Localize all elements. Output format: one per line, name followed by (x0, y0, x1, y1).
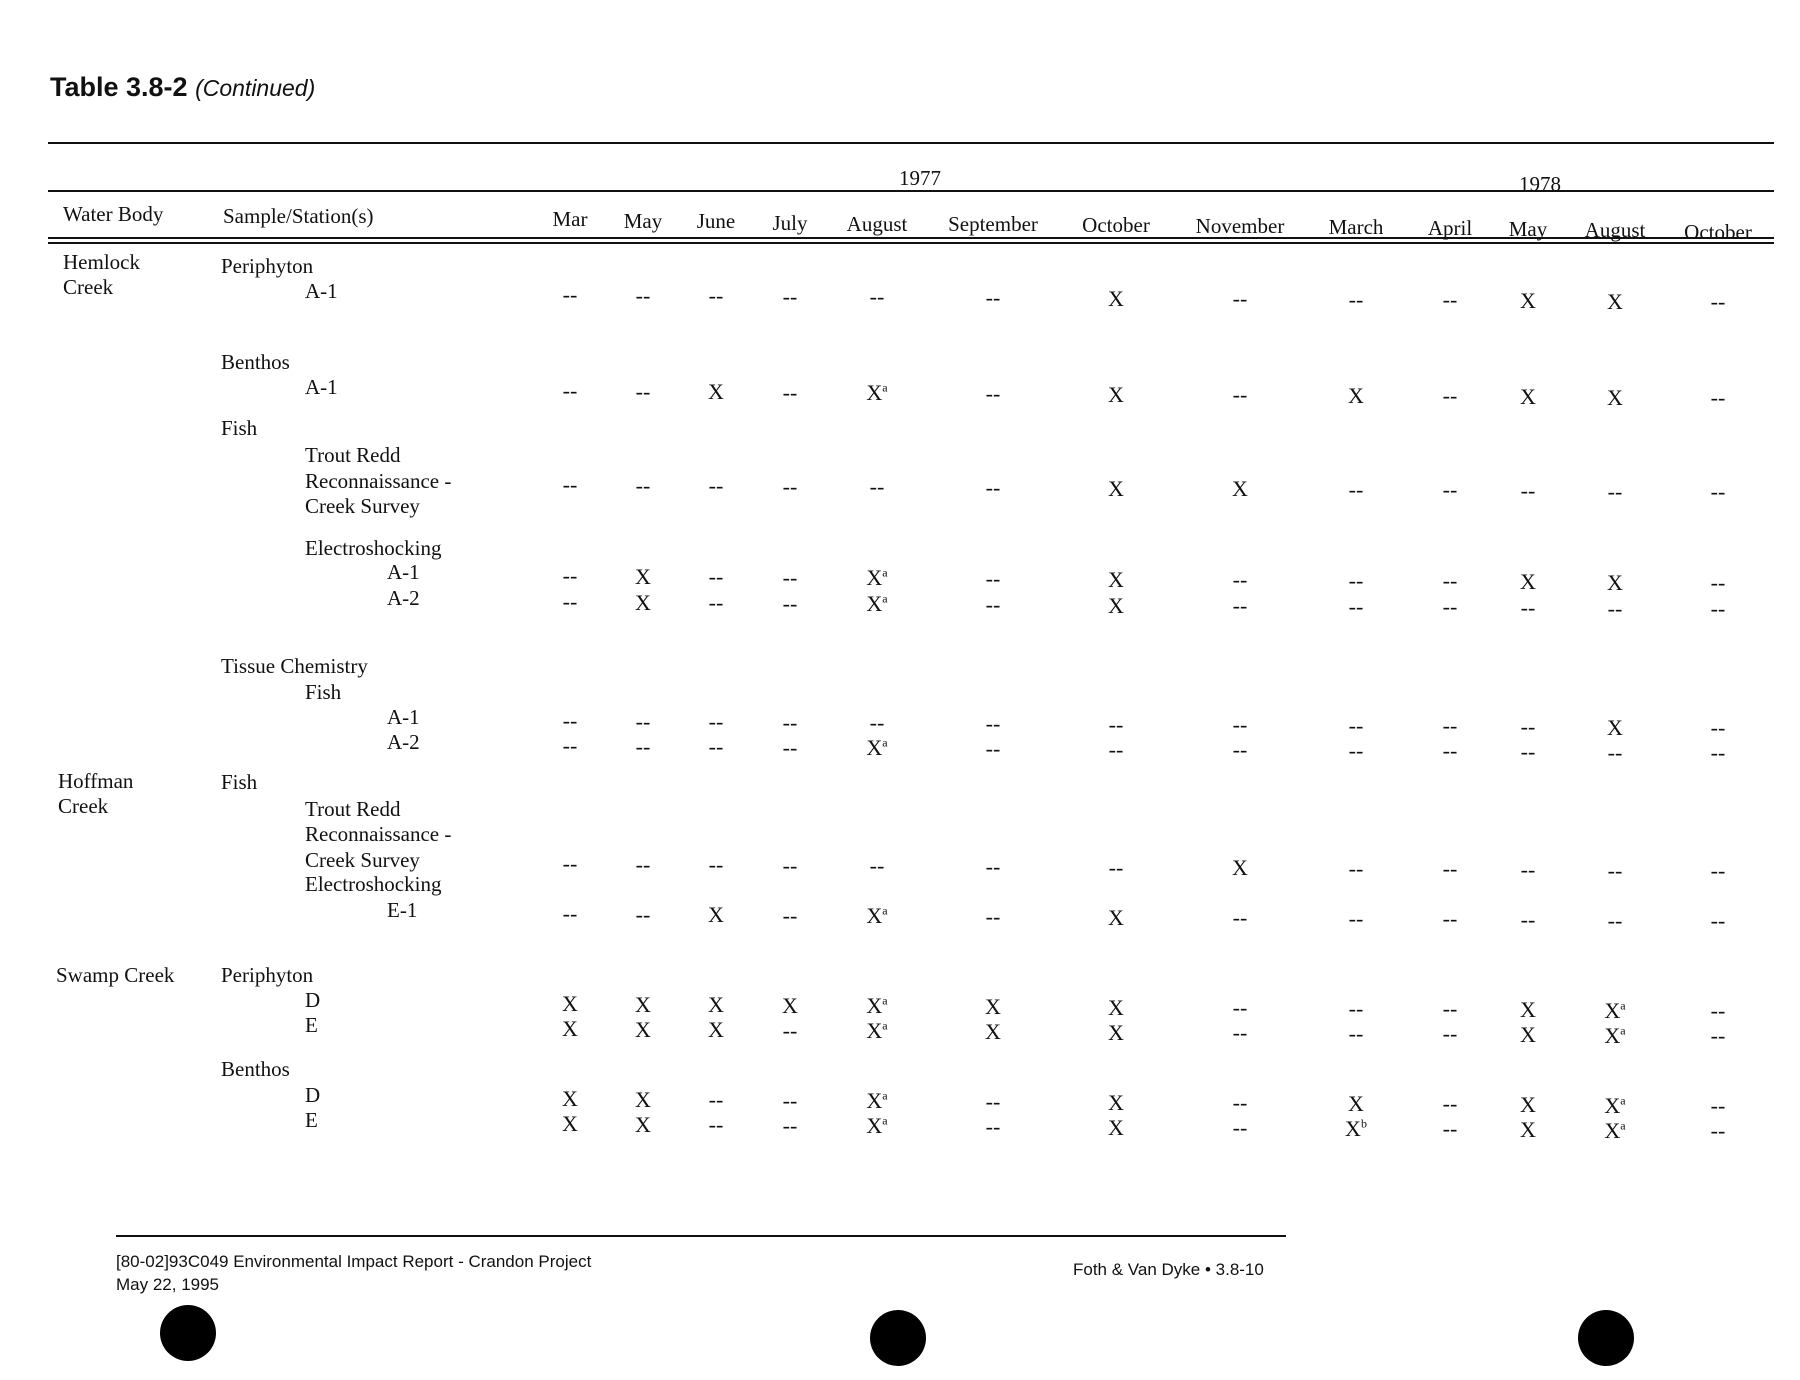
no-sample-cell: -- (1710, 1023, 1726, 1048)
sample-mark-cell: X (1520, 1022, 1536, 1047)
no-sample-cell: -- (1710, 385, 1726, 410)
no-sample-cell: -- (1710, 289, 1726, 314)
sample-category-label: Fish (221, 770, 258, 794)
no-sample-cell: -- (1232, 1090, 1248, 1115)
sample-mark-cell: $X^a$ (866, 591, 888, 616)
no-sample-cell: -- (635, 709, 651, 734)
sample-station-label: E (305, 1013, 318, 1037)
no-sample-cell: -- (1232, 712, 1248, 737)
no-sample-cell: -- (708, 283, 724, 308)
no-sample-cell: -- (1710, 740, 1726, 765)
no-sample-cell: -- (869, 710, 885, 735)
sample-mark-cell: X (708, 1017, 724, 1042)
no-sample-cell: -- (1442, 287, 1458, 312)
no-sample-cell: -- (1442, 1116, 1458, 1141)
sample-category-label: Periphyton (221, 963, 314, 987)
sample-mark-cell: $X^a$ (866, 380, 888, 405)
no-sample-cell: -- (782, 1113, 798, 1138)
water-body-label: Creek (63, 275, 114, 299)
no-sample-cell: -- (1607, 908, 1623, 933)
sample-mark-cell: $X^a$ (866, 1018, 888, 1043)
punch-hole-left (160, 1305, 216, 1361)
no-sample-cell: -- (1348, 568, 1364, 593)
sample-mark-cell: X (1520, 1117, 1536, 1142)
no-sample-cell: -- (1520, 478, 1536, 503)
column-header-month: May (623, 209, 663, 233)
footnote-marker: a (882, 903, 888, 918)
sample-station-label: A-1 (305, 279, 338, 303)
column-header-month: June (696, 209, 736, 233)
no-sample-cell: -- (1232, 1020, 1248, 1045)
header-bottom-rule-1 (48, 237, 1774, 239)
no-sample-cell: -- (1710, 1093, 1726, 1118)
no-sample-cell: -- (1520, 595, 1536, 620)
no-sample-cell: -- (635, 734, 651, 759)
footer-date: May 22, 1995 (116, 1275, 220, 1294)
year-1977-label: 1977 (899, 166, 941, 190)
no-sample-cell: -- (635, 902, 651, 927)
no-sample-cell: -- (1348, 906, 1364, 931)
no-sample-cell: -- (562, 733, 578, 758)
sample-mark-cell: X (1607, 289, 1623, 314)
no-sample-cell: -- (1348, 738, 1364, 763)
sample-mark-cell: X (1108, 593, 1124, 618)
sample-mark-cell: X (1348, 1091, 1364, 1116)
no-sample-cell: -- (635, 379, 651, 404)
sample-mark-cell: X (1607, 570, 1623, 595)
no-sample-cell: -- (1442, 477, 1458, 502)
column-header-month: April (1427, 216, 1473, 240)
no-sample-cell: -- (708, 709, 724, 734)
no-sample-cell: -- (985, 592, 1001, 617)
column-header-month: October (1684, 220, 1752, 244)
sample-mark-cell: X (635, 992, 651, 1017)
table-continued-note: (Continued) (195, 75, 316, 101)
header-bottom-rule-2 (48, 242, 1774, 244)
no-sample-cell: -- (1232, 1115, 1248, 1140)
sample-mark-cell: X (1520, 1092, 1536, 1117)
no-sample-cell: -- (1232, 567, 1248, 592)
no-sample-cell: -- (869, 474, 885, 499)
sample-mark-cell: X (1607, 385, 1623, 410)
top-rule (48, 142, 1774, 144)
sample-category-label: Fish (221, 416, 258, 440)
no-sample-cell: -- (1348, 594, 1364, 619)
sample-mark-cell: X (1520, 569, 1536, 594)
no-sample-cell: -- (1442, 738, 1458, 763)
sample-category-label: Tissue Chemistry (221, 654, 368, 678)
no-sample-cell: -- (782, 710, 798, 735)
sample-mark-cell: X (635, 564, 651, 589)
sample-mark-cell: $X^b$ (1345, 1116, 1367, 1141)
no-sample-cell: -- (708, 852, 724, 877)
no-sample-cell: -- (782, 474, 798, 499)
no-sample-cell: -- (562, 378, 578, 403)
sample-station-label: Trout Redd (305, 443, 401, 467)
sample-mark-cell: $X^a$ (866, 735, 888, 760)
no-sample-cell: -- (562, 708, 578, 733)
no-sample-cell: -- (985, 475, 1001, 500)
no-sample-cell: -- (782, 1088, 798, 1113)
sample-mark-cell: X (635, 1112, 651, 1137)
no-sample-cell: -- (1520, 714, 1536, 739)
year-1978-label: 1978 (1519, 172, 1561, 196)
column-header-water-body: Water Body (63, 202, 164, 226)
no-sample-cell: -- (782, 853, 798, 878)
table-number: Table 3.8-2 (50, 72, 188, 102)
no-sample-cell: -- (708, 734, 724, 759)
sample-mark-cell: X (1108, 1090, 1124, 1115)
no-sample-cell: -- (1348, 287, 1364, 312)
no-sample-cell: -- (782, 565, 798, 590)
column-header-month: September (948, 212, 1038, 236)
no-sample-cell: -- (635, 473, 651, 498)
sample-mark-cell: X (708, 992, 724, 1017)
no-sample-cell: -- (1348, 713, 1364, 738)
sample-mark-cell: $X^a$ (866, 903, 888, 928)
column-header-month: August (846, 212, 908, 236)
no-sample-cell: -- (1520, 857, 1536, 882)
no-sample-cell: -- (985, 854, 1001, 879)
sample-station-label: Trout Redd (305, 797, 401, 821)
no-sample-cell: -- (562, 901, 578, 926)
no-sample-cell: -- (1108, 712, 1124, 737)
no-sample-cell: -- (985, 285, 1001, 310)
sample-mark-cell: X (985, 994, 1001, 1019)
no-sample-cell: -- (635, 852, 651, 877)
sample-mark-cell: X (1232, 855, 1248, 880)
no-sample-cell: -- (1710, 908, 1726, 933)
sample-mark-cell: X (1108, 905, 1124, 930)
punch-hole-center (870, 1310, 926, 1366)
water-body-label: Swamp Creek (56, 963, 175, 987)
footnote-marker: a (1620, 1023, 1626, 1038)
column-header-month: August (1584, 218, 1646, 242)
no-sample-cell: -- (1232, 737, 1248, 762)
no-sample-cell: -- (635, 283, 651, 308)
sample-mark-cell: X (562, 1016, 578, 1041)
no-sample-cell: -- (708, 473, 724, 498)
sample-station-label: A-1 (387, 560, 420, 584)
no-sample-cell: -- (1710, 596, 1726, 621)
no-sample-cell: -- (1108, 737, 1124, 762)
footnote-marker: a (882, 1018, 888, 1033)
sample-station-label: A-1 (305, 375, 338, 399)
no-sample-cell: -- (1108, 855, 1124, 880)
footnote-marker: a (882, 565, 888, 580)
sample-mark-cell: X (1520, 997, 1536, 1022)
no-sample-cell: -- (1710, 1118, 1726, 1143)
sample-mark-cell: X (1108, 567, 1124, 592)
no-sample-cell: -- (1607, 858, 1623, 883)
water-body-label: Hoffman (58, 769, 134, 793)
sample-station-label: Creek Survey (305, 848, 420, 872)
no-sample-cell: -- (562, 851, 578, 876)
no-sample-cell: -- (1442, 996, 1458, 1021)
no-sample-cell: -- (985, 711, 1001, 736)
no-sample-cell: -- (985, 566, 1001, 591)
no-sample-cell: -- (985, 381, 1001, 406)
footer-document-id: [80-02]93C049 Environmental Impact Report - Crandon Project (116, 1252, 592, 1271)
footnote-marker: a (1620, 1093, 1626, 1108)
sample-mark-cell: X (1520, 384, 1536, 409)
footnote-marker: b (1360, 1116, 1367, 1131)
punch-hole-right (1578, 1310, 1634, 1366)
no-sample-cell: -- (562, 472, 578, 497)
sample-mark-cell: $X^a$ (866, 1113, 888, 1138)
water-body-label: Hemlock (63, 250, 140, 274)
no-sample-cell: -- (1710, 479, 1726, 504)
sample-station-label: A-2 (387, 730, 420, 754)
sample-station-label: Fish (305, 680, 342, 704)
sample-category-label: Benthos (221, 350, 290, 374)
no-sample-cell: -- (1442, 1091, 1458, 1116)
no-sample-cell: -- (1348, 1021, 1364, 1046)
sample-mark-cell: X (1108, 286, 1124, 311)
no-sample-cell: -- (1442, 383, 1458, 408)
sample-mark-cell: X (1232, 476, 1248, 501)
no-sample-cell: -- (985, 904, 1001, 929)
sample-mark-cell: X (562, 1111, 578, 1136)
sample-station-label: A-1 (387, 705, 420, 729)
no-sample-cell: -- (562, 563, 578, 588)
table-title (50, 72, 315, 103)
footnote-marker: a (882, 1113, 888, 1128)
no-sample-cell: -- (1442, 713, 1458, 738)
sample-station-label: A-2 (387, 586, 420, 610)
column-header-month: May (1508, 217, 1548, 241)
sample-mark-cell: X (1108, 382, 1124, 407)
sample-mark-cell: X (562, 1086, 578, 1111)
column-header-month: March (1328, 215, 1384, 239)
no-sample-cell: -- (1710, 998, 1726, 1023)
column-header-month: July (772, 211, 808, 235)
sample-mark-cell: $X^a$ (1604, 1093, 1626, 1118)
sample-mark-cell: X (1520, 288, 1536, 313)
no-sample-cell: -- (1607, 740, 1623, 765)
sample-station-label: Creek Survey (305, 494, 420, 518)
footer-company-page: Foth & Van Dyke • 3.8-10 (1073, 1260, 1264, 1279)
water-body-label: Creek (58, 794, 109, 818)
no-sample-cell: -- (1232, 593, 1248, 618)
no-sample-cell: -- (1607, 596, 1623, 621)
sample-category-label: Benthos (221, 1057, 290, 1081)
no-sample-cell: -- (1710, 858, 1726, 883)
no-sample-cell: -- (782, 1018, 798, 1043)
sample-mark-cell: $X^a$ (866, 993, 888, 1018)
footnote-marker: a (882, 735, 888, 750)
sample-station-label: E (305, 1108, 318, 1132)
footnote-marker: a (1620, 1118, 1626, 1133)
no-sample-cell: -- (985, 1089, 1001, 1114)
no-sample-cell: -- (782, 903, 798, 928)
sample-mark-cell: $X^a$ (1604, 1118, 1626, 1143)
column-header-month: November (1195, 214, 1285, 238)
no-sample-cell: -- (1348, 996, 1364, 1021)
sample-mark-cell: X (1108, 1020, 1124, 1045)
sample-mark-cell: X (1108, 476, 1124, 501)
no-sample-cell: -- (1442, 856, 1458, 881)
no-sample-cell: -- (782, 380, 798, 405)
sample-station-label: E-1 (387, 898, 418, 922)
sample-mark-cell: X (985, 1019, 1001, 1044)
sample-station-label: Reconnaissance - (305, 469, 452, 493)
no-sample-cell: -- (985, 1114, 1001, 1139)
sample-station-label: Electroshocking (305, 536, 442, 560)
no-sample-cell: -- (869, 284, 885, 309)
sample-mark-cell: X (562, 991, 578, 1016)
sample-mark-cell: X (1348, 383, 1364, 408)
no-sample-cell: -- (1232, 286, 1248, 311)
sample-mark-cell: X (635, 590, 651, 615)
sample-station-label: Reconnaissance - (305, 822, 452, 846)
column-header-month: October (1082, 213, 1150, 237)
no-sample-cell: -- (1607, 479, 1623, 504)
no-sample-cell: -- (869, 853, 885, 878)
sample-mark-cell: X (708, 902, 724, 927)
no-sample-cell: -- (1520, 907, 1536, 932)
no-sample-cell: -- (782, 591, 798, 616)
sample-mark-cell: X (708, 379, 724, 404)
sample-station-label: Electroshocking (305, 872, 442, 896)
sample-mark-cell: X (1607, 715, 1623, 740)
no-sample-cell: -- (708, 590, 724, 615)
no-sample-cell: -- (1348, 856, 1364, 881)
no-sample-cell: -- (1348, 477, 1364, 502)
sample-mark-cell: X (1108, 1115, 1124, 1140)
no-sample-cell: -- (782, 284, 798, 309)
sample-mark-cell: X (635, 1087, 651, 1112)
no-sample-cell: -- (1232, 995, 1248, 1020)
no-sample-cell: -- (1442, 568, 1458, 593)
footnote-marker: a (882, 993, 888, 1008)
no-sample-cell: -- (1442, 906, 1458, 931)
no-sample-cell: -- (708, 1087, 724, 1112)
column-header-sample-station: Sample/Station(s) (223, 204, 374, 228)
sample-station-label: D (305, 988, 321, 1012)
sample-mark-cell: $X^a$ (866, 1088, 888, 1113)
footnote-marker: a (1620, 998, 1626, 1013)
sample-station-label: D (305, 1083, 321, 1107)
sample-category-label: Periphyton (221, 254, 314, 278)
footnote-marker: a (882, 1088, 888, 1103)
no-sample-cell: -- (562, 589, 578, 614)
sample-mark-cell: X (782, 993, 798, 1018)
no-sample-cell: -- (1520, 739, 1536, 764)
no-sample-cell: -- (782, 735, 798, 760)
no-sample-cell: -- (708, 564, 724, 589)
sample-mark-cell: $X^a$ (1604, 1023, 1626, 1048)
no-sample-cell: -- (1442, 1021, 1458, 1046)
no-sample-cell: -- (985, 736, 1001, 761)
sample-mark-cell: X (1108, 995, 1124, 1020)
sample-mark-cell: $X^a$ (1604, 998, 1626, 1023)
no-sample-cell: -- (708, 1112, 724, 1137)
no-sample-cell: -- (1232, 905, 1248, 930)
no-sample-cell: -- (562, 282, 578, 307)
footnote-marker: a (882, 591, 888, 606)
sample-mark-cell: X (635, 1017, 651, 1042)
no-sample-cell: -- (1442, 594, 1458, 619)
column-header-month: Mar (552, 207, 588, 231)
no-sample-cell: -- (1232, 382, 1248, 407)
no-sample-cell: -- (1710, 570, 1726, 595)
sample-mark-cell: $X^a$ (866, 565, 888, 590)
footnote-marker: a (882, 380, 888, 395)
no-sample-cell: -- (1710, 715, 1726, 740)
footer-rule (116, 1235, 1286, 1237)
